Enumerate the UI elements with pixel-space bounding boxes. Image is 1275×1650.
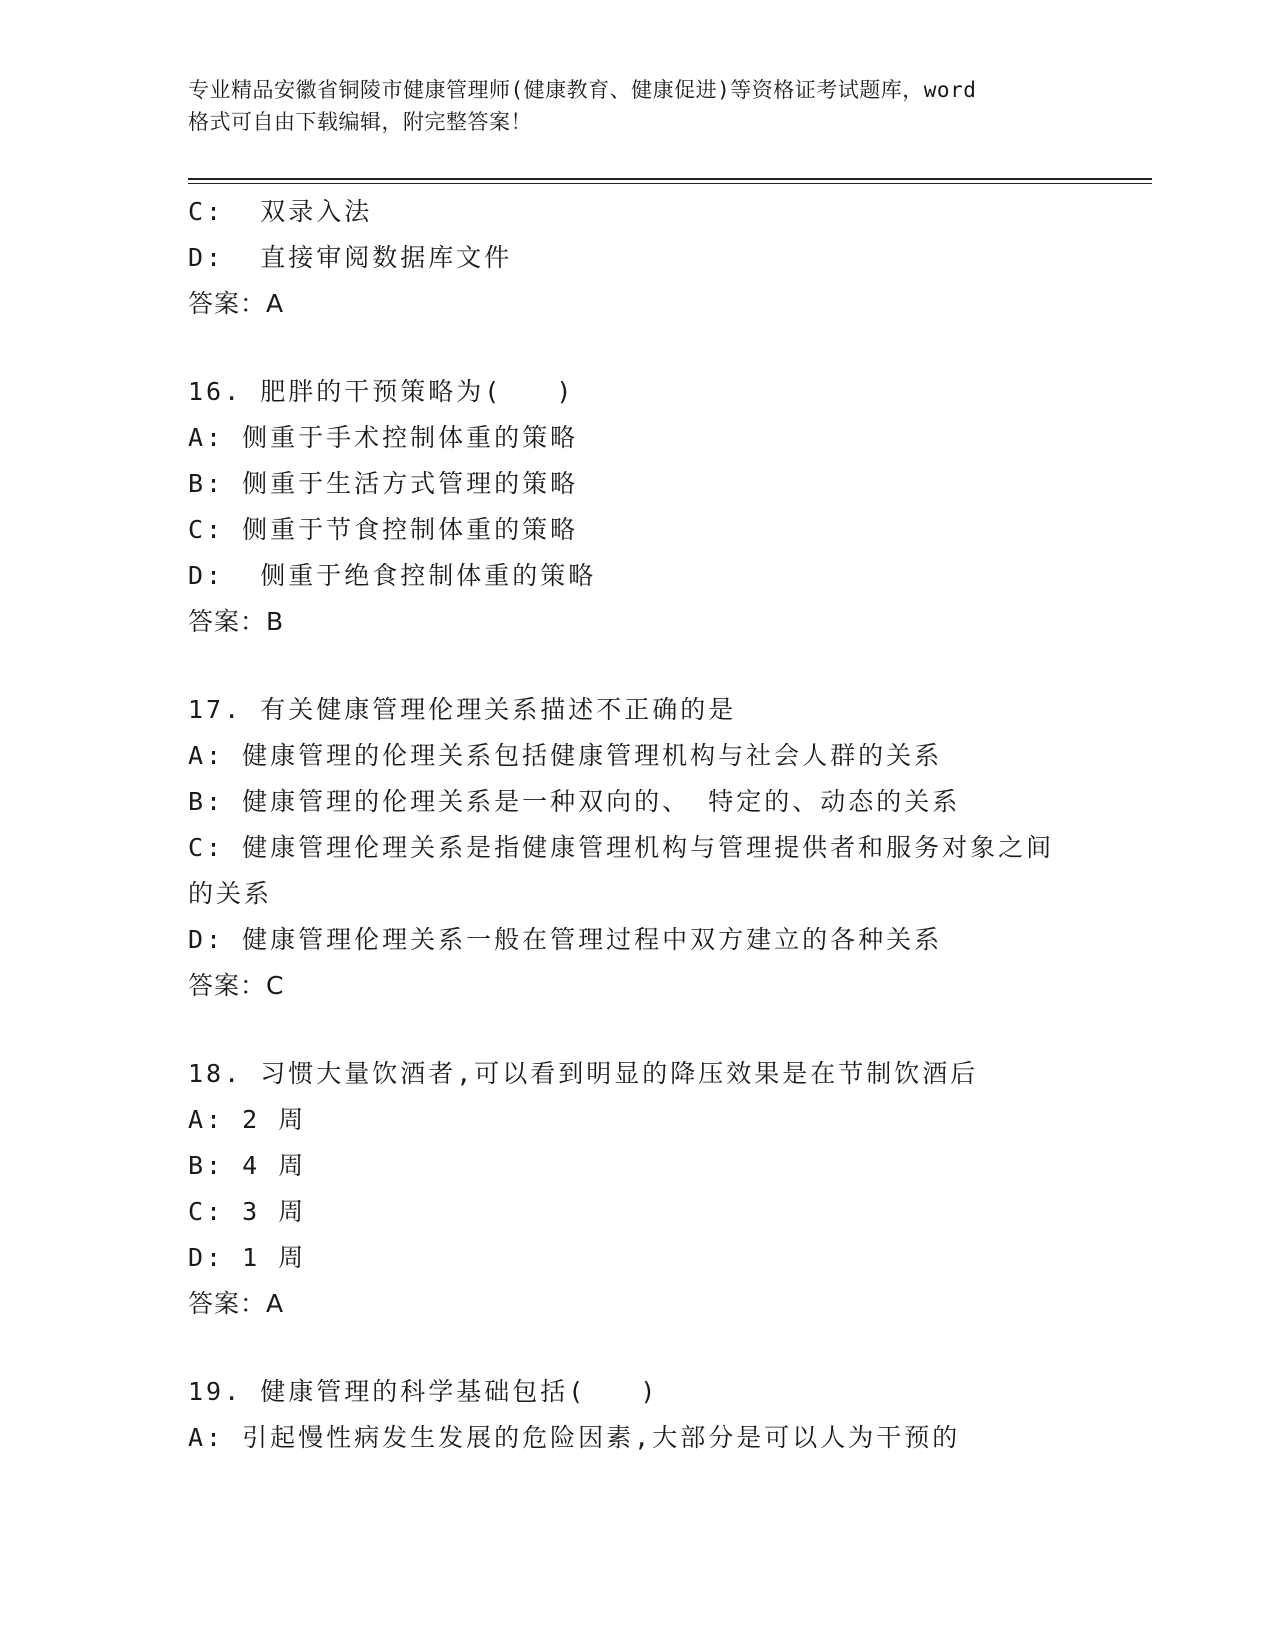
question-15-tail	[188, 189, 1148, 327]
option-d: D: 1 周	[188, 1243, 307, 1272]
option-d: D: 侧重于绝食控制体重的策略	[188, 561, 597, 590]
question-18	[188, 1051, 1148, 1327]
option-d: D: 直接审阅数据库文件	[188, 243, 513, 272]
question-list	[188, 189, 1148, 1461]
option-c: C: 侧重于节食控制体重的策略	[188, 515, 579, 544]
question-stem: 19. 健康管理的科学基础包括( )	[188, 1377, 659, 1406]
question-stem: 17. 有关健康管理伦理关系描述不正确的是	[188, 695, 737, 724]
option-b: B: 健康管理的伦理关系是一种双向的、 特定的、动态的关系	[188, 787, 961, 816]
option-a: A: 引起慢性病发生发展的危险因素,大部分是可以人为干预的	[188, 1423, 961, 1452]
answer-line: 答案：C	[188, 971, 285, 1000]
header-divider-thick	[188, 178, 1152, 180]
header-line-1: 专业精品安徽省铜陵市健康管理师(健康教育、健康促进)等资格证考试题库，word	[188, 78, 977, 102]
question-19	[188, 1369, 1148, 1461]
option-c: C: 双录入法	[188, 197, 373, 226]
question-stem: 16. 肥胖的干预策略为( )	[188, 377, 575, 406]
option-d: D: 健康管理伦理关系一般在管理过程中双方建立的各种关系	[188, 925, 943, 954]
page-header	[188, 74, 1088, 138]
question-stem: 18. 习惯大量饮酒者,可以看到明显的降压效果是在节制饮酒后	[188, 1059, 979, 1088]
header-divider-thin	[188, 183, 1152, 184]
question-16	[188, 369, 1148, 645]
option-c: C: 3 周	[188, 1197, 307, 1226]
option-a: A: 侧重于手术控制体重的策略	[188, 423, 579, 452]
option-a: A: 健康管理的伦理关系包括健康管理机构与社会人群的关系	[188, 741, 943, 770]
answer-line: 答案：A	[188, 1289, 285, 1318]
header-line-2: 格式可自由下载编辑，附完整答案！	[188, 110, 532, 134]
answer-line: 答案：B	[188, 607, 285, 636]
option-c: C: 健康管理伦理关系是指健康管理机构与管理提供者和服务对象之间的关系	[188, 833, 1055, 908]
option-b: B: 4 周	[188, 1151, 307, 1180]
question-17	[188, 687, 1148, 1009]
option-a: A: 2 周	[188, 1105, 307, 1134]
option-b: B: 侧重于生活方式管理的策略	[188, 469, 579, 498]
answer-line: 答案：A	[188, 289, 285, 318]
